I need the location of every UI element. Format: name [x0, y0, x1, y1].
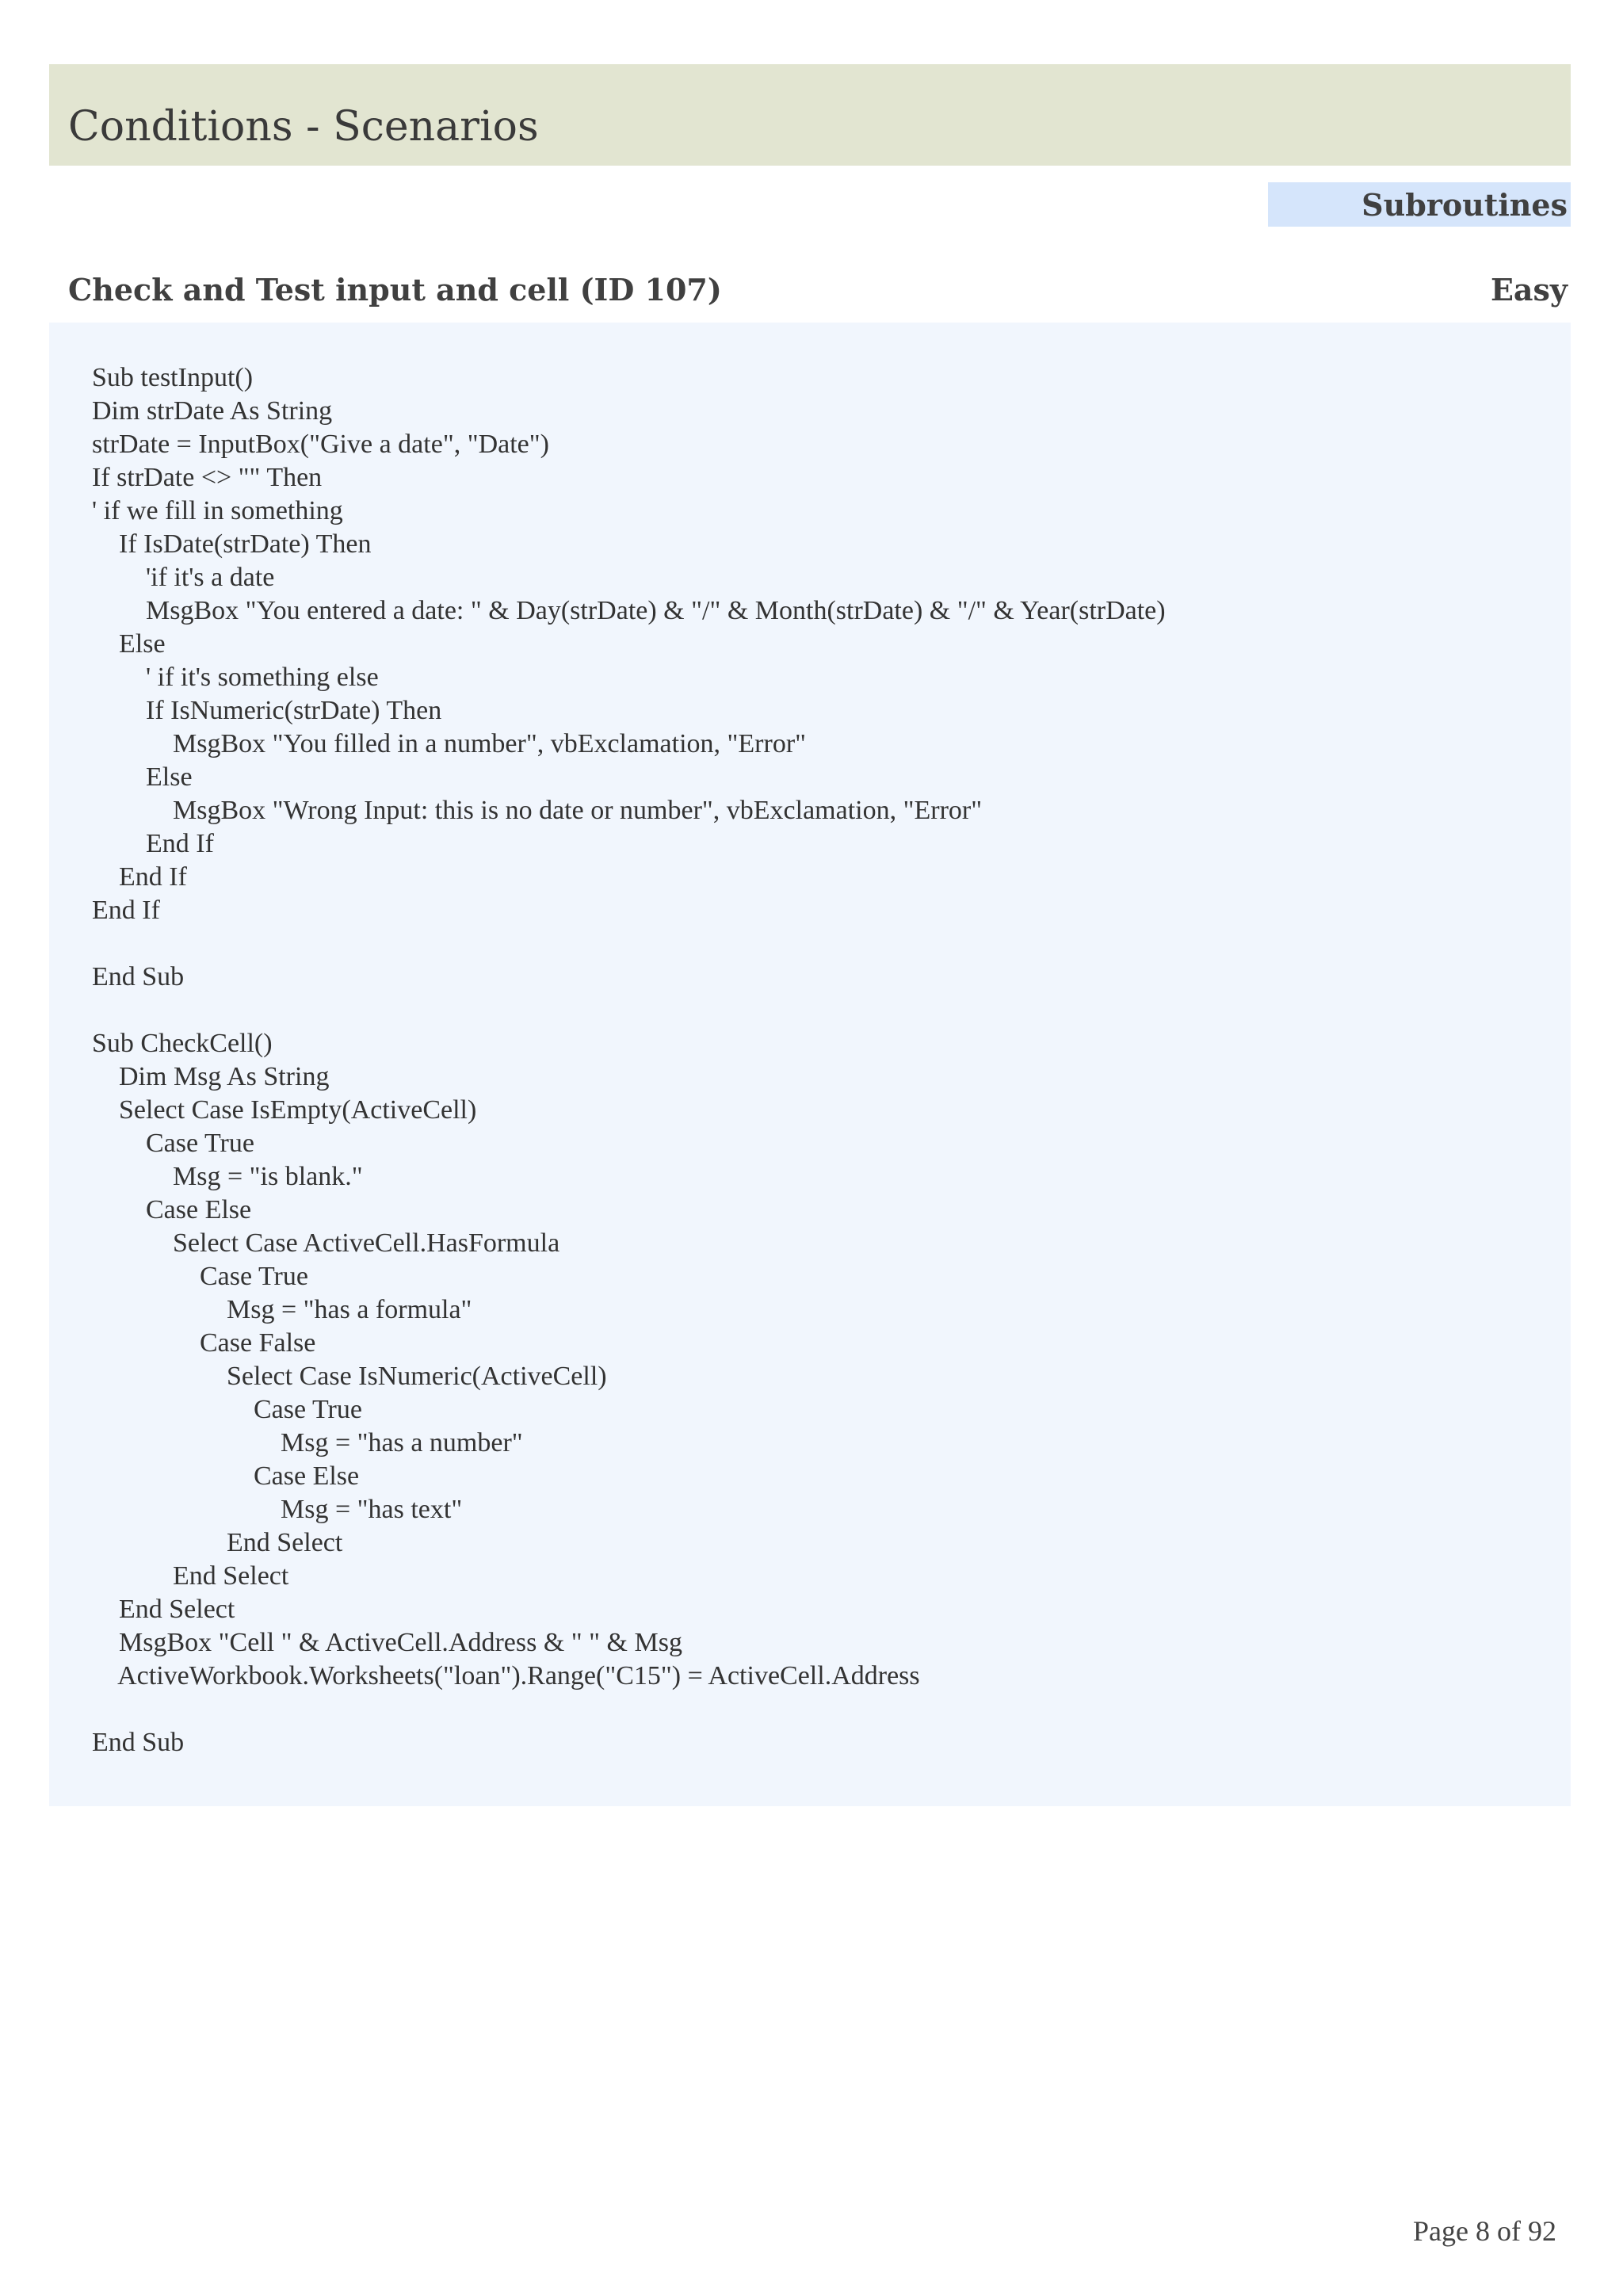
code-line: End Sub: [92, 962, 185, 991]
section-title: Check and Test input and cell (ID 107): [68, 272, 722, 308]
category-label: Subroutines: [1361, 187, 1568, 223]
code-line: End If: [92, 862, 187, 892]
code-line: Case True: [92, 1395, 362, 1424]
code-line: ActiveWorkbook.Worksheets("loan").Range("C15") = ActiveCell.Address: [92, 1661, 920, 1690]
difficulty-label: Easy: [1490, 272, 1568, 308]
code-line: MsgBox "You filled in a number", vbExclamation, "Error": [92, 729, 807, 758]
code-line: End If: [92, 896, 160, 925]
code-line: If IsNumeric(strDate) Then: [92, 696, 442, 725]
code-line: Dim Msg As String: [92, 1062, 330, 1091]
code-line: 'if it's a date: [92, 563, 275, 592]
code-line: If strDate <> "" Then: [92, 463, 323, 492]
code-line: Case False: [92, 1328, 316, 1358]
code-line: Select Case IsNumeric(ActiveCell): [92, 1362, 607, 1391]
code-line: Msg = "has text": [92, 1495, 463, 1524]
page-number: Page 8 of 92: [1413, 2215, 1556, 2247]
code-line: End Sub: [92, 1728, 185, 1757]
code-line: ' if it's something else: [92, 663, 379, 692]
code-line: MsgBox "You entered a date: " & Day(strDate) & "/" & Month(strDate) & "/" & Year(strDate): [92, 596, 1166, 625]
code-line: strDate = InputBox("Give a date", "Date"): [92, 430, 549, 459]
code-line: Else: [92, 629, 166, 659]
code-line: Select Case IsEmpty(ActiveCell): [92, 1095, 477, 1125]
code-line: Case Else: [92, 1195, 252, 1224]
code-line: Sub CheckCell(): [92, 1029, 273, 1058]
code-line: End If: [92, 829, 214, 858]
code-block: [92, 361, 1166, 1759]
code-line: [92, 927, 1166, 961]
code-line: End Select: [92, 1528, 343, 1557]
code-line: Case True: [92, 1129, 254, 1158]
category-badge: [1268, 182, 1571, 227]
code-line: Else: [92, 762, 193, 792]
code-line: Msg = "is blank.": [92, 1162, 363, 1191]
code-line: MsgBox "Cell " & ActiveCell.Address & " " & Msg: [92, 1628, 682, 1657]
code-line: Select Case ActiveCell.HasFormula: [92, 1228, 560, 1258]
page-title: Conditions - Scenarios: [68, 103, 539, 151]
code-line: Dim strDate As String: [92, 396, 333, 426]
code-line: Msg = "has a number": [92, 1428, 523, 1457]
code-line: Msg = "has a formula": [92, 1295, 472, 1324]
code-line: Sub testInput(): [92, 363, 254, 392]
code-line: Case Else: [92, 1461, 360, 1491]
code-line: ' if we fill in something: [92, 496, 343, 525]
page-header: [49, 64, 1571, 166]
code-line: End Select: [92, 1561, 289, 1591]
code-line: If IsDate(strDate) Then: [92, 529, 372, 559]
code-panel: [49, 323, 1571, 1806]
code-line: Case True: [92, 1262, 308, 1291]
code-line: [92, 994, 1166, 1027]
code-line: [92, 1693, 1166, 1726]
code-line: MsgBox "Wrong Input: this is no date or number", vbExclamation, "Error": [92, 796, 983, 825]
code-line: End Select: [92, 1595, 235, 1624]
